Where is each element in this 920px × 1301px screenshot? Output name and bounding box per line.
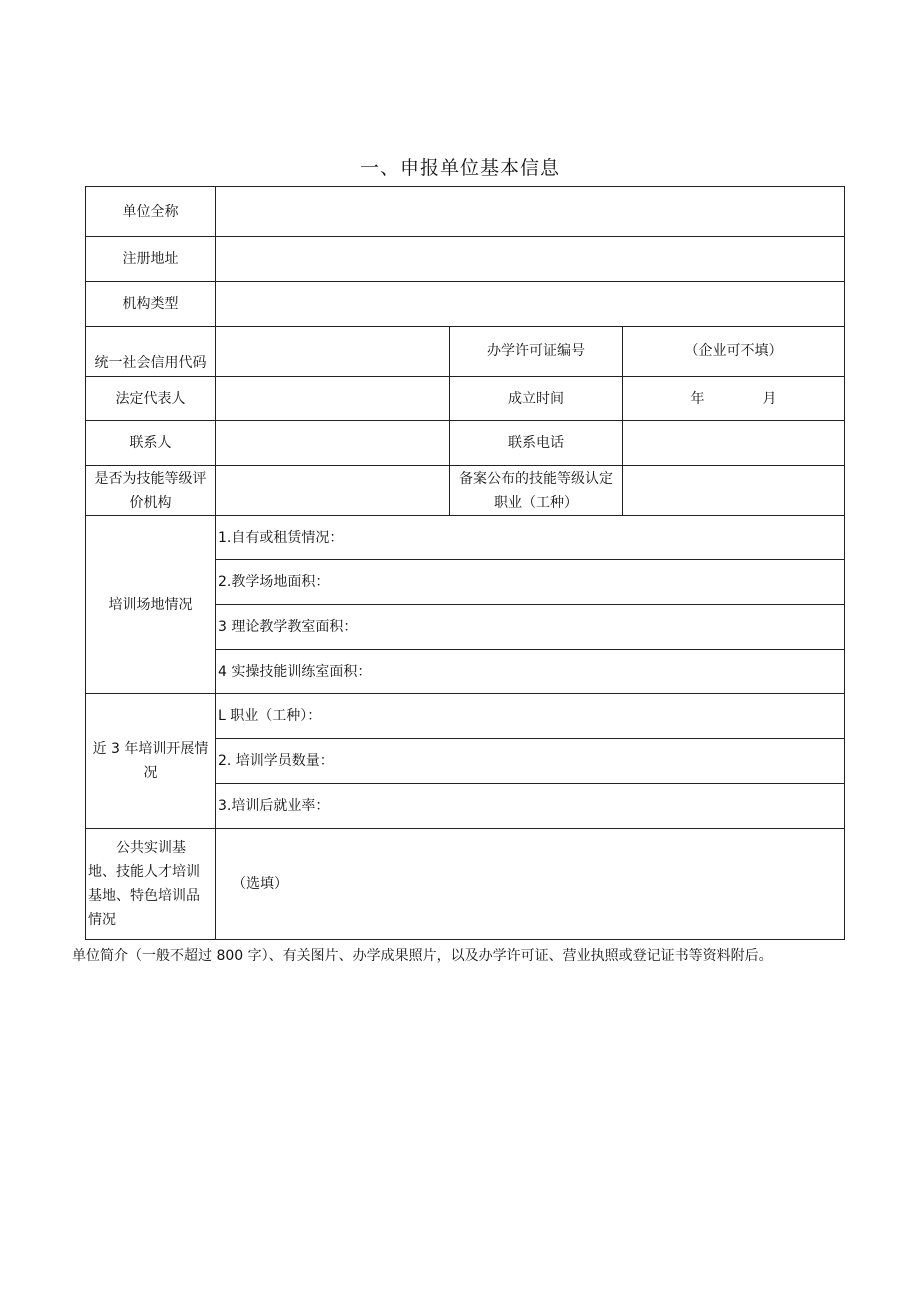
- input-legal-rep[interactable]: [216, 377, 450, 421]
- footer-note: 单位简介（一般不超过 800 字）、有关图片、办学成果照片，以及办学许可证、营业执照或登记证书等资料附后。: [72, 948, 773, 964]
- row-contact: [86, 421, 845, 466]
- label-is-eval-org-line1: 是否为技能等级评: [94, 470, 207, 487]
- label-credit-code: 统一社会信用代码: [86, 327, 216, 377]
- label-contact: 联系人: [86, 421, 216, 466]
- input-is-eval-org[interactable]: [216, 466, 450, 516]
- training-item-trainees[interactable]: 2. 培训学员数量：: [216, 739, 845, 784]
- training-item-occupation[interactable]: L 职业（工种）：: [216, 694, 845, 739]
- label-license-no: 办学许可证编号: [450, 327, 623, 377]
- input-public-base[interactable]: [216, 829, 845, 940]
- training-item-employment[interactable]: 3.培训后就业率：: [216, 784, 845, 829]
- label-established: 成立时间: [450, 377, 623, 421]
- optional-note: （选填）: [232, 876, 288, 892]
- row-public-base: [86, 829, 845, 940]
- row-org-type: [86, 282, 845, 327]
- input-contact[interactable]: [216, 421, 450, 466]
- input-license-no[interactable]: [623, 327, 845, 377]
- input-filed-occupation[interactable]: [623, 466, 845, 516]
- row-address: [86, 237, 845, 282]
- input-full-name[interactable]: [216, 187, 845, 237]
- row-training-1: [86, 694, 845, 739]
- input-address[interactable]: [216, 237, 845, 282]
- label-is-eval-org-line2: 价机构: [129, 494, 172, 511]
- venue-item-teaching-area[interactable]: 2.教学场地面积：: [216, 560, 845, 605]
- input-phone[interactable]: [623, 421, 845, 466]
- label-is-eval-org: [86, 466, 216, 516]
- label-address: 注册地址: [86, 237, 216, 282]
- license-note: （企业可不填）: [684, 343, 783, 359]
- label-filed-occupation: [450, 466, 623, 516]
- row-eval-org: [86, 466, 845, 516]
- row-full-name: [86, 187, 845, 237]
- label-venue: 培训场地情况: [86, 516, 216, 694]
- label-public-base: [86, 829, 216, 940]
- year-label: 年: [690, 390, 705, 407]
- input-credit-code[interactable]: [216, 327, 450, 377]
- label-filed-occupation-line2: 职业（工种）: [494, 494, 578, 511]
- info-form-table: [85, 186, 845, 940]
- label-public-base-line1: 公共实训基: [116, 840, 186, 856]
- label-training-line1: 近 3 年培训开展情: [92, 741, 209, 757]
- label-filed-occupation-line1: 备案公布的技能等级认定: [459, 470, 613, 487]
- row-credit-code: [86, 327, 845, 377]
- label-org-type: 机构类型: [86, 282, 216, 327]
- label-public-base-line4: 情况: [88, 912, 116, 928]
- month-label: 月: [762, 390, 777, 407]
- label-full-name: 单位全称: [86, 187, 216, 237]
- venue-item-practice-room[interactable]: 4 实操技能训练室面积：: [216, 650, 845, 694]
- section-title: 一、申报单位基本信息: [359, 157, 560, 179]
- row-legal-rep: [86, 377, 845, 421]
- venue-item-ownership[interactable]: 1.自有或租赁情况：: [216, 516, 845, 560]
- label-training: [86, 694, 216, 829]
- input-established[interactable]: [623, 377, 845, 421]
- label-public-base-line3: 基地、特色培训品: [88, 888, 200, 904]
- label-training-line2: 况: [143, 765, 158, 781]
- label-legal-rep: 法定代表人: [86, 377, 216, 421]
- row-venue-1: [86, 516, 845, 560]
- label-public-base-line2: 地、技能人才培训: [88, 864, 200, 880]
- label-phone: 联系电话: [450, 421, 623, 466]
- input-org-type[interactable]: [216, 282, 845, 327]
- venue-item-theory-room[interactable]: 3 理论教学教室面积：: [216, 605, 845, 650]
